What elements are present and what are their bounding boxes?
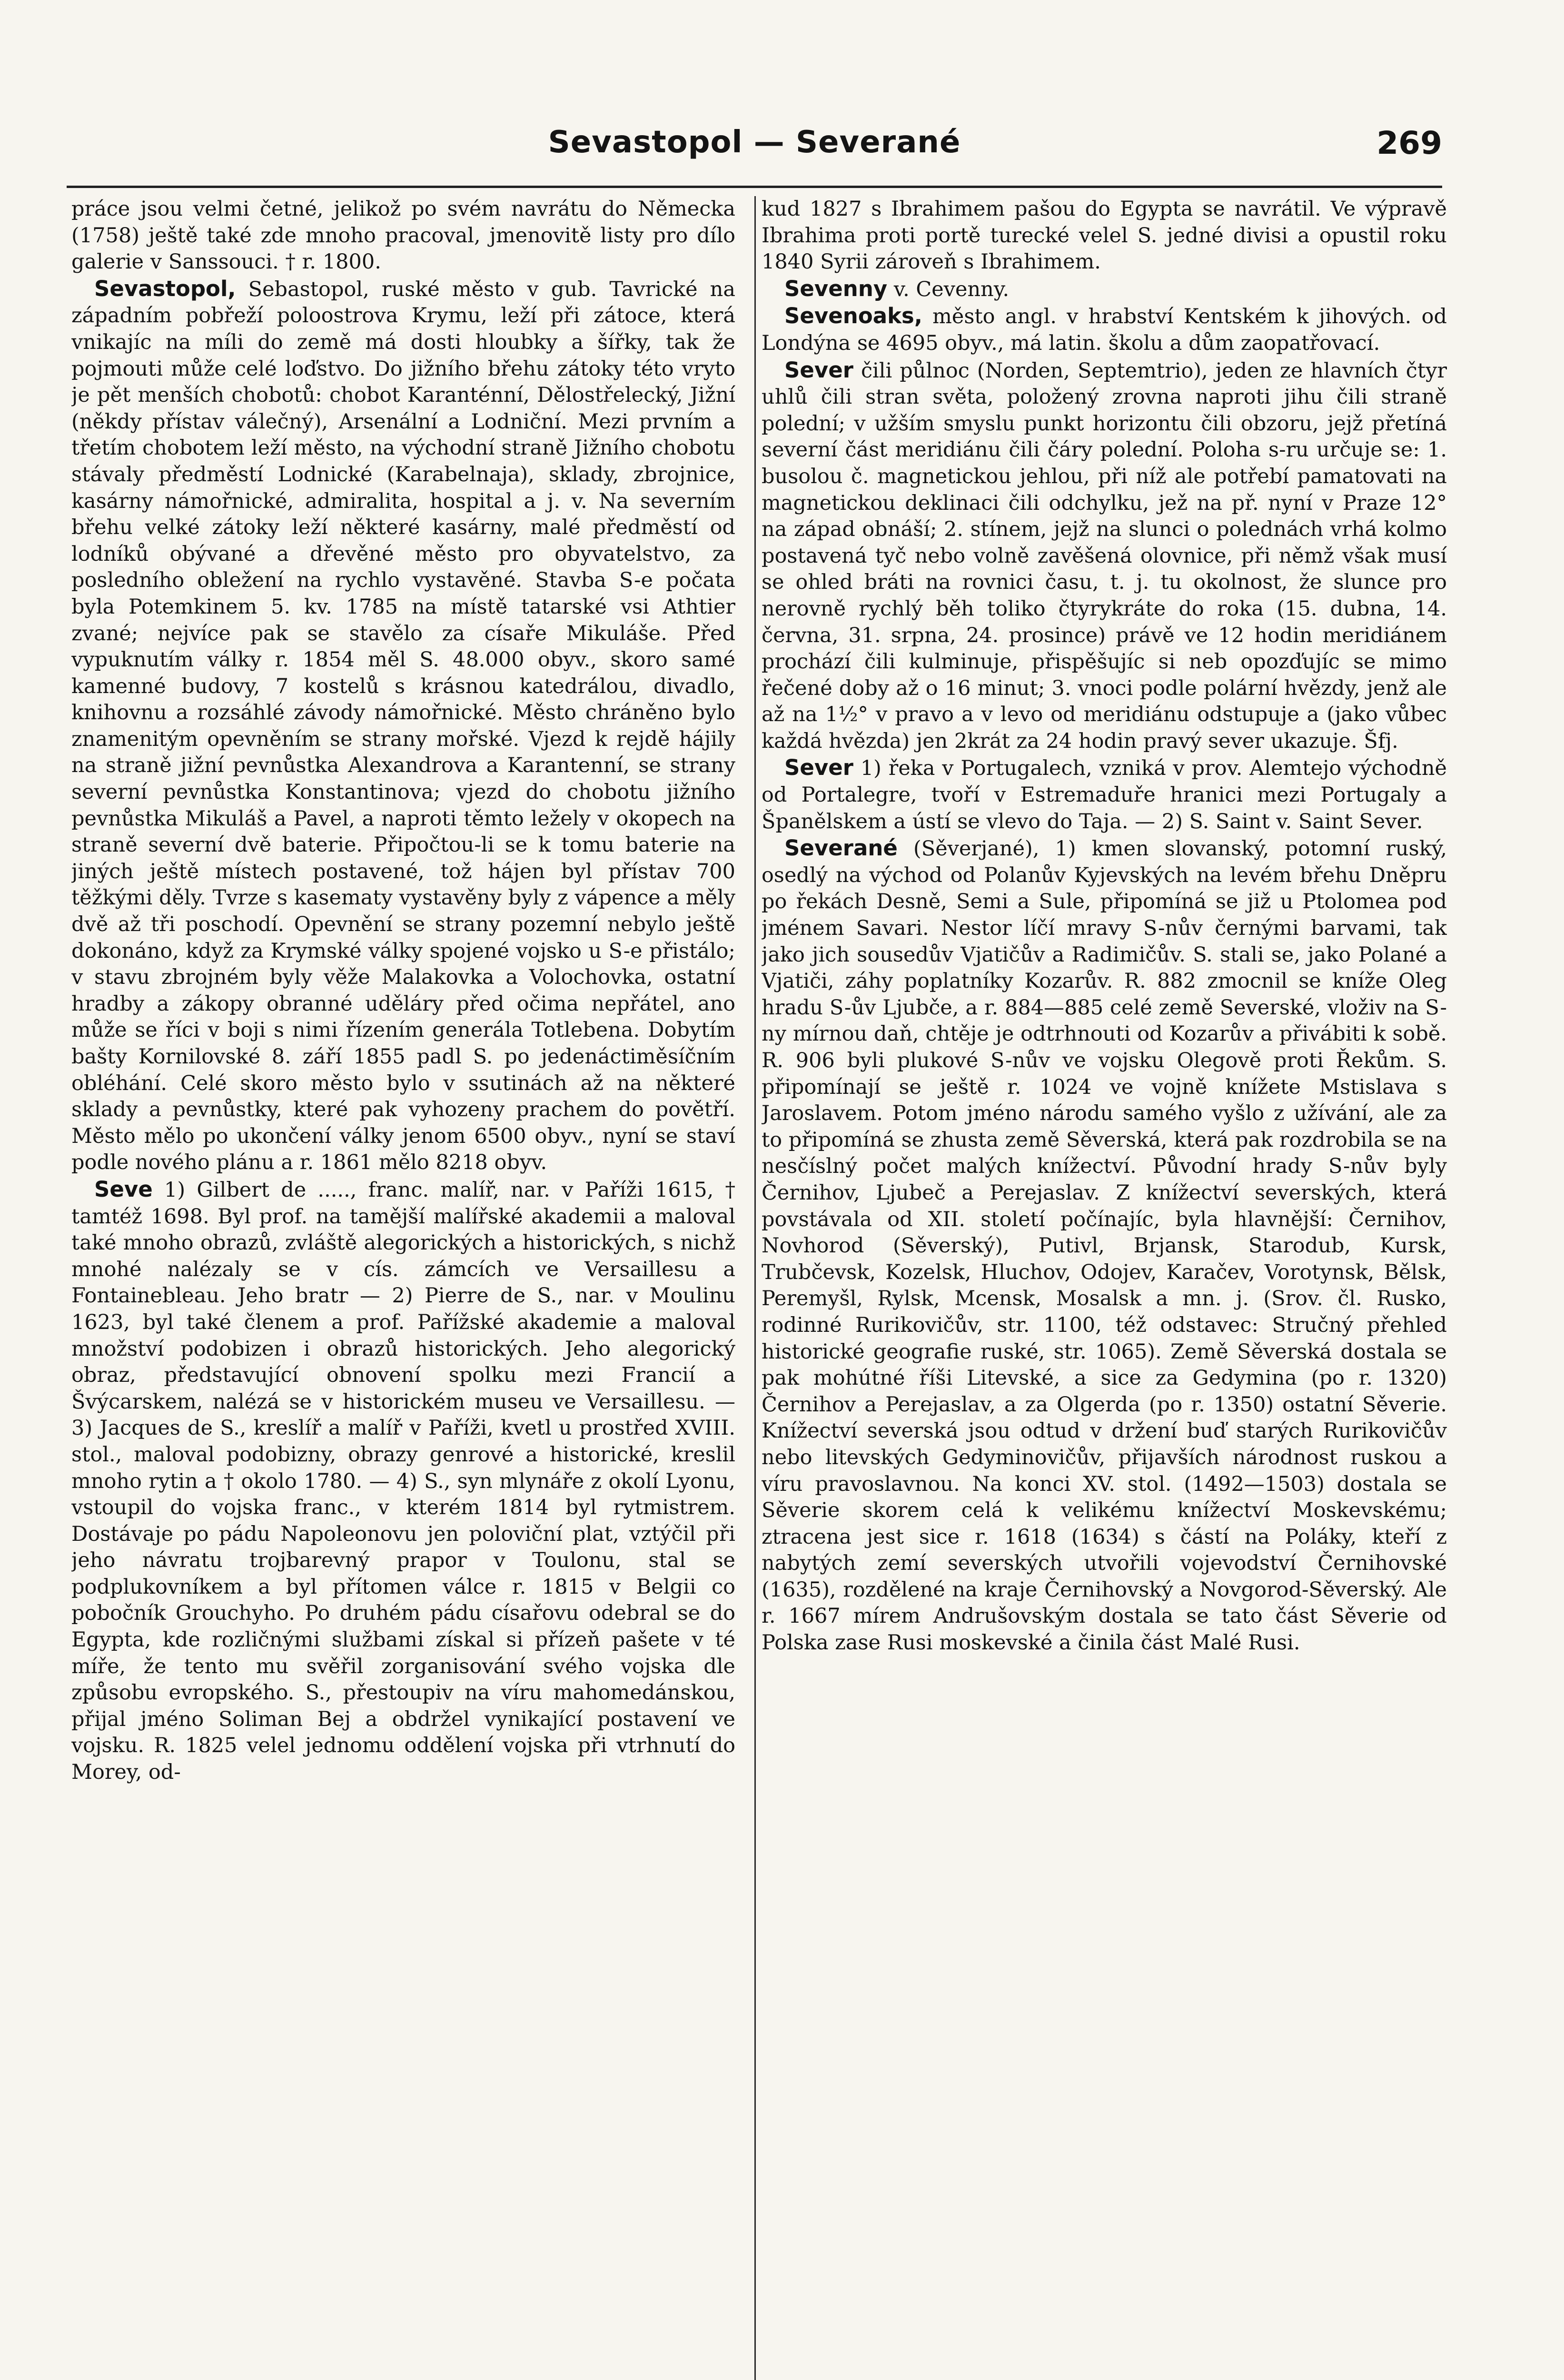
entry-text: 1) řeka v Portugalech, vzniká v prov. Alemtejo východně od Portalegre, tvoří v Estremaduře hranici mezi Portugaly a Španělskem a ústí se vlevo do Taja. — 2) S. Saint v. Saint Sever. [762,756,1447,833]
entry-text: Sebastopol, ruské město v gub. Tavrické na západním pobřeží poloostrova Krymu, leží při zátoce, která vnikajíc na míli do země má dosti hloubky a šířky, tak že pojmouti může celé loďstvo. Do jižního břehu zátoky této vryto je pět menších chobotů: chobot Karanténní, Dělostřelecký, Jižní (někdy přístav válečný), Arsenální a Lodniční. Mezi prvním a třetím chobotem leží město, na východní straně Jižního chobotu stávaly předměstí Lodnické (Karabelnaja), sklady, zbrojnice, kasárny námořnické, admiralita, hospital a j. v. Na severním břehu velké zátoky leží některé kasárny, malé předměstí od lodníků obývané a dřevěné město pro obyvatelstvo, za posledního obležení na rychlo vystavěné. Stavba S-e počata byla Potemkinem 5. kv. 1785 na místě tatarské vsi Athtier zvané; nejvíce pak se stavělo za císaře Mikuláše. Před vypuknutím války r. 1854 měl S. 48.000 obyv., skoro samé kamenné budovy, 7 kostelů s krásnou katedrálou, divadlo, knihovnu a rozsáhlé závody námořnické. Město chráněno bylo znamenitým opevněním se strany mořské. Vjezd k rejdě hájily na straně jižní pevnůstka Alexandrova a Karantenní, se strany severní pevnůstka Konstantinova; vjezd do chobotu jižního pevnůstka Mikuláš a Pavel, a naproti těmto ležely v okopech na straně severní dvě baterie. Připočtou-li se k tomu baterie na jiných ještě místech postavené, tož hájen byl přístav 700 těžkými děly. Tvrze s kasematy vystavěny byly z vápence a měly dvě až tři poschodí. Opevnění se strany pozemní nebylo ještě dokonáno, když za Krymské války spojené vojsko u S-e přistálo; v stavu zbrojném byly věže Malakovka a Volochovka, ostatní hradby a zákopy obranné uděláry před očima nepřátel, ano může se říci v boji s nimi řízením generála Totlebena. Dobytím bašty Kornilovské 8. září 1855 padl S. po jedenáctiměsíčním obléhání. Celé skoro město bylo v ssutinách až na některé sklady a pevnůstky, které pak vyhozeny prachem do povětří. Město mělo po ukončení války jenom 6500 obyv., nyní se staví podle nového plánu a r. 1861 mělo 8218 obyv. [71,277,735,1175]
entry-text: v. Cevenny. [893,277,1010,301]
entry-sever [762,357,1447,755]
paragraph-text: práce jsou velmi četné, jelikož po svém navrátu do Německa (1758) ještě také zde mnoho pracoval, jmenovitě listy pro dílo galerie v Sanssouci. † r. 1800. [71,197,735,274]
left-column [71,196,735,2380]
headword-sevenoaks: Sevenoaks, [784,303,922,329]
entry-sevastopol [71,276,735,1176]
headword-sever-river: Sever [784,755,853,781]
header-rule [67,186,1442,188]
entry-sevenny [762,276,1447,303]
entry-seve [71,1176,735,1786]
right-column [762,196,1447,2380]
continued-paragraph [71,196,735,276]
headword-seve: Seve [94,1176,153,1202]
entry-text: město angl. v hrabství Kentském k jihových. od Londýna se 4695 obyv., má latin. školu a dům zaopatřovací. [762,305,1447,355]
continued-paragraph [762,196,1447,276]
entry-text: (Sěverjané), 1) kmen slovanský, potomní ruský, osedlý na východ od Polanův Kyjevských na levém břehu Dněpru po řekách Desně, Semi a Sule, připomíná se již u Ptolomea pod jménem Savari. Nestor líčí mravy S-nův černými barvami, tak jako jich sousedův Vjatičův a Radimičův. S. stali se, jako Polané a Vjatiči, záhy poplatníky Kozarův. R. 882 zmocnil se kníže Oleg hradu S-ův Ljubče, a r. 884—885 celé země Severské, vloživ na S-ny mírnou daň, chtěje je odtrhnouti od Kozarův a přivábiti k sobě. R. 906 byli plukové S-nův ve vojsku Olegově proti Řekům. S. připomínají se ještě r. 1024 ve vojně knížete Mstislava s Jaroslavem. Potom jméno národu samého vyšlo z užívání, ale za to připomíná se zhusta země Sěverská, která pak rozdrobila se na nesčíslný počet malých knížectví. Původní hrady S-nův byly Černihov, Ljubeč a Perejaslav. Z knížectví severských, která povstávala od XII. století počínajíc, byla hlavnější: Černihov, Novhorod (Sěverský), Putivl, Brjansk, Starodub, Kursk, Trubčevsk, Kozelsk, Hluchov, Odojev, Karačev, Vorotynsk, Bělsk, Peremyšl, Rylsk, Mcensk, Mosalsk a mn. j. (Srov. čl. Rusko, rodinné Rurikovičův, str. 1100, též odstavec: Stručný přehled historické geografie ruské, str. 1065). Země Sěverská dostala se pak mohútné říši Litevské, a sice za Gedymina (po r. 1320) Černihov a Perejaslav, a za Olgerda (po r. 1350) ostatní Sěverie. Knížectví severská jsou odtud v držení buď starých Rurikovičův nebo litevských Gedyminovičův, přijavších národnost ruskou a víru pravoslavnou. Na konci XV. stol. (1492—1503) dostala se Sěverie skorem celá k velikému knížectví Moskevskému; ztracena jest sice r. 1618 (1634) s částí na Poláky, kteří z nabytých zemí severských utvořili vojevodství Černihovské (1635), rozdělené na kraje Černihovský a Novgorod-Sěverský. Ale r. 1667 mírem Andrušovským dostala se tato část Sěverie od Polska zase Rusi moskevské a činila část Malé Rusi. [762,837,1447,1655]
headword-sevastopol: Sevastopol, [94,276,236,301]
headword-severane: Severané [784,835,898,861]
running-title: Sevastopol — Severané [548,125,961,160]
headword-sever: Sever [784,357,853,383]
column-divider [754,196,756,2380]
entry-severane [762,835,1447,1656]
page-header [67,125,1442,182]
paragraph-text: kud 1827 s Ibrahimem pašou do Egypta se navrátil. Ve výpravě Ibrahima proti portě turecké velel S. jedné divisi a opustil roku 1840 Syrii zároveň s Ibrahimem. [762,197,1447,274]
entry-sever-river [762,754,1447,835]
page-number: 269 [1376,125,1442,161]
entry-text: 1) Gilbert de ....., franc. malíř, nar. v Paříži 1615, † tamtéž 1698. Byl prof. na tamější malířské akademii a maloval také mnoho obrazů, zvláště alegorických a historických, s nichž mnohé nalézaly se v cís. zámcích ve Versaillesu a Fontainebleau. Jeho bratr — 2) Pierre de S., nar. v Moulinu 1623, byl také členem a prof. Pařížské akademie a maloval množství podobizen i obrazů historických. Jeho alegorický obraz, představující obnovení spolku mezi Francií a Švýcarskem, nalézá se v historickém museu ve Versaillesu. — 3) Jacques de S., kreslíř a malíř v Paříži, kvetl u prostřed XVIII. stol., maloval podobizny, obrazy genrové a historické, kreslil mnoho rytin a † okolo 1780. — 4) S., syn mlynáře z okolí Lyonu, vstoupil do vojska franc., v kterém 1814 byl rytmistrem. Dostávaje po pádu Napoleonovu jen poloviční plat, vztýčil při jeho návratu trojbarevný prapor v Toulonu, stal se podplukovníkem a byl přítomen válce r. 1815 v Belgii co pobočník Grouchyho. Po druhém pádu císařovu odebral se do Egypta, kde rozličnými službami získal si přízeň pašete v té míře, že tento mu svěřil zorganisování svého vojska dle způsobu evropského. S., přestoupiv na víru mahomedánskou, přijal jméno Soliman Bej a obdržel vynikající postavení ve vojsku. R. 1825 velel jednomu oddělení vojska při vtrhnutí do Morey, od- [71,1178,735,1785]
entry-text: čili půlnoc (Norden, Septemtrio), jeden ze hlavních čtyr uhlů čili stran světa, položený zrovna naproti jihu čili straně polední; v užším smyslu punkt horizontu čili obzoru, jejž přetíná severní část meridiánu čili čáry polední. Poloha s-ru určuje se: 1. busolou č. magnetickou jehlou, při níž ale potřebí pamatovati na magnetickou deklinaci čili odchylku, jež na př. nyní v Praze 12° na západ obnáší; 2. stínem, jejž na slunci o polednách vrhá kolmo postavená tyč nebo volně zavěšená olovnice, při němž však musí se ohled bráti na rovnici času, t. j. tu okolnost, že slunce pro nerovně rychlý běh toliko čtyrykráte do roka (15. dubna, 14. června, 31. srpna, 24. prosince) právě ve 12 hodin meridiánem prochází čili kulminuje, přispěšujíc si neb opozďujíc se mimo řečené doby až o 16 minut; 3. vnoci podle polární hvězdy, jenž ale až na 1½° v pravo a v levo od meridiánu odstupuje a (jako vůbec každá hvězda) jen 2krát za 24 hodin pravý sever ukazuje. Šfj. [762,358,1447,753]
entry-sevenoaks [762,303,1447,357]
headword-sevenny: Sevenny [784,276,888,301]
